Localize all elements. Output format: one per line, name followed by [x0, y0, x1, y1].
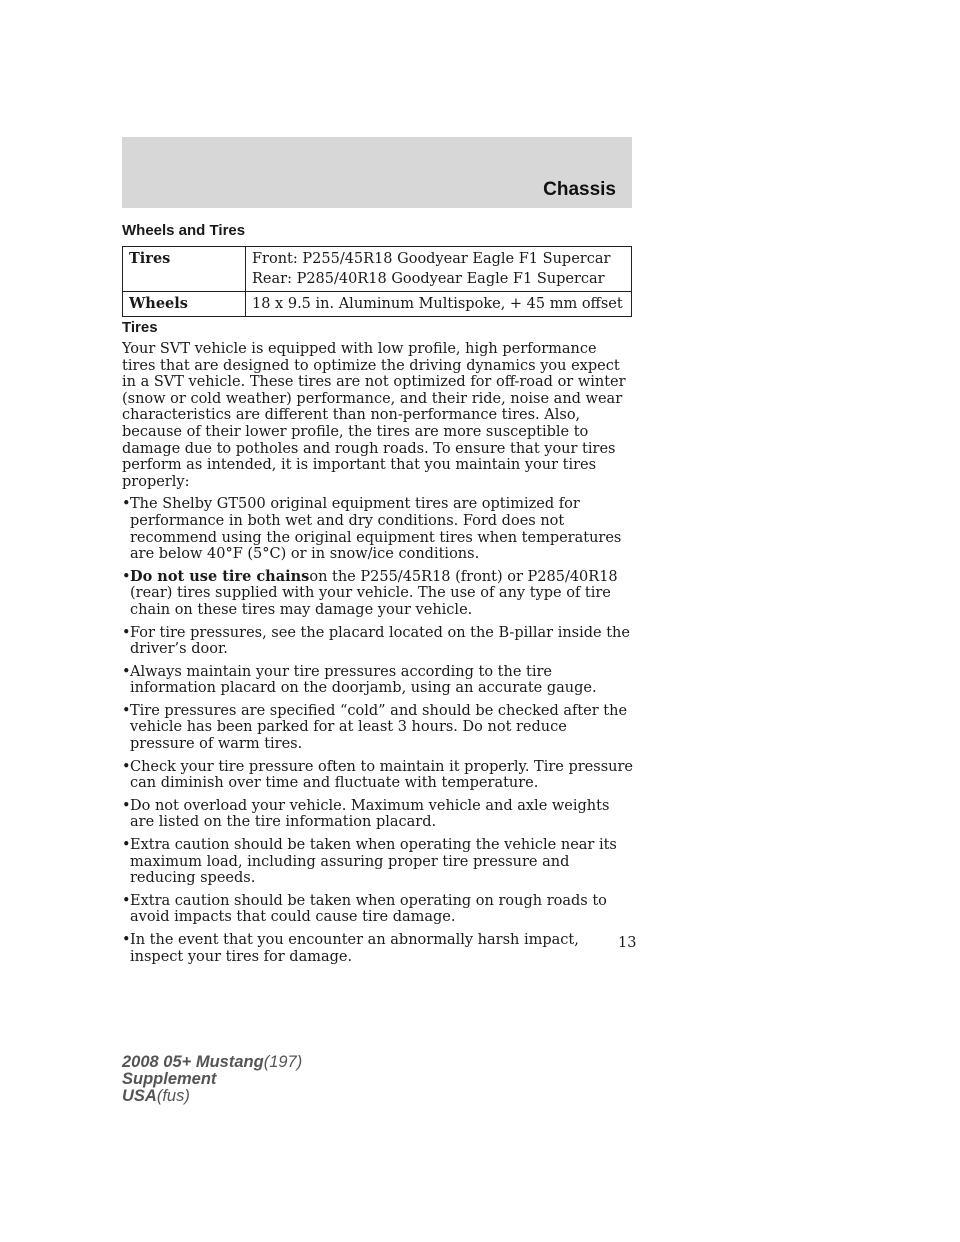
bullet-glyph: • [122, 758, 131, 775]
table-row-wheels [123, 292, 632, 317]
tires-subheading: Tires [122, 319, 158, 336]
list-item [122, 932, 637, 965]
table-row-tires [123, 247, 632, 292]
list-item-text: Tire pressures are specified “cold” and should be checked after the vehicle has been parked for at least 3 hours. Do not reduce pressure of warm tires. [130, 702, 628, 753]
tires-front-spec: Front: P255/45R18 Goodyear Eagle F1 Supercar [252, 251, 611, 267]
list-item [122, 664, 634, 697]
chapter-title: Chassis [543, 179, 616, 200]
list-item-bold: Do not use tire chains [130, 567, 310, 585]
bullet-glyph: • [122, 837, 131, 854]
list-item-text: Do not overload your vehicle. Maximum vehicle and axle weights are listed on the tire information placard. [130, 797, 610, 831]
list-item [122, 625, 634, 658]
intro-paragraph: Your SVT vehicle is equipped with low profile, high performance tires that are designed to optimize the driving dynamics you expect in a SVT vehicle. These tires are not optimized for off-road or winter (snow or cold weather) performance, and their ride, noise and wear characteristics are different than non-performance tires. Also, because of their lower profile, the tires are more susceptible to damage due to potholes and rough roads. To ensure that your tires perform as intended, it is important that you maintain your tires properly: [122, 341, 626, 490]
footer-line-3 [122, 1088, 302, 1105]
bullet-glyph: • [122, 797, 131, 814]
list-item-text: Always maintain your tire pressures according to the tire information placard on the doorjamb, using an accurate gauge. [130, 663, 597, 697]
wheels-value-cell: 18 x 9.5 in. Aluminum Multispoke, + 45 mm offset [246, 292, 632, 317]
bullet-glyph: • [122, 702, 131, 719]
bullet-glyph: • [122, 892, 131, 909]
wheels-tires-spec-table [122, 246, 632, 317]
footer-market: USA [122, 1087, 157, 1105]
footer-model: 2008 05+ Mustang [122, 1053, 264, 1071]
list-item [122, 837, 634, 887]
list-item [122, 569, 634, 619]
tire-care-list [122, 496, 637, 965]
bullet-glyph: • [122, 568, 131, 585]
footer-model-code: (197) [263, 1053, 303, 1071]
page-number: 13 [618, 935, 637, 951]
list-item [122, 496, 634, 562]
list-item-text: Check your tire pressure often to maintain it properly. Tire pressure can diminish over time and fluctuate with temperature. [130, 758, 633, 792]
chapter-header-band [122, 137, 632, 208]
tires-label-cell: Tires [123, 247, 246, 292]
list-item [122, 893, 634, 926]
bullet-glyph: • [122, 663, 131, 680]
section-title: Wheels and Tires [122, 222, 246, 239]
list-item-text: on the P255/45R18 (front) or P285/40R18 (rear) tires supplied with your vehicle. The use of any type of tire chain on these tires may damage your vehicle. [130, 568, 618, 618]
bullet-glyph: • [122, 624, 131, 641]
tires-body [122, 341, 637, 971]
list-item-text: Extra caution should be taken when operating on rough roads to avoid impacts that could cause tire damage. [130, 892, 607, 926]
tires-rear-spec: Rear: P285/40R18 Goodyear Eagle F1 Supercar [252, 271, 605, 287]
footer-line-2: Supplement [122, 1070, 217, 1088]
footer-line-1 [122, 1054, 302, 1071]
list-item [122, 703, 634, 753]
tires-value-cell [246, 247, 632, 292]
list-item-text: Extra caution should be taken when operating the vehicle near its maximum load, including assuring proper tire pressure and reducing speeds. [130, 837, 617, 887]
list-item-text: For tire pressures, see the placard located on the B-pillar inside the driver’s door. [130, 624, 630, 658]
list-item [122, 798, 634, 831]
bullet-glyph: • [122, 496, 131, 513]
list-item-text: In the event that you encounter an abnormally harsh impact, inspect your tires for damage. [130, 932, 579, 965]
wheels-label-cell: Wheels [123, 292, 246, 317]
bullet-glyph: • [122, 932, 131, 948]
footer-market-code: (fus) [156, 1087, 190, 1105]
list-item-text: The Shelby GT500 original equipment tires are optimized for performance in both wet and dry conditions. Ford does not recommend using the original equipment tires when temperatures are below 40°F (5°C) or in snow/ice conditions. [130, 496, 622, 563]
list-item [122, 759, 634, 792]
document-footer [122, 1054, 302, 1105]
